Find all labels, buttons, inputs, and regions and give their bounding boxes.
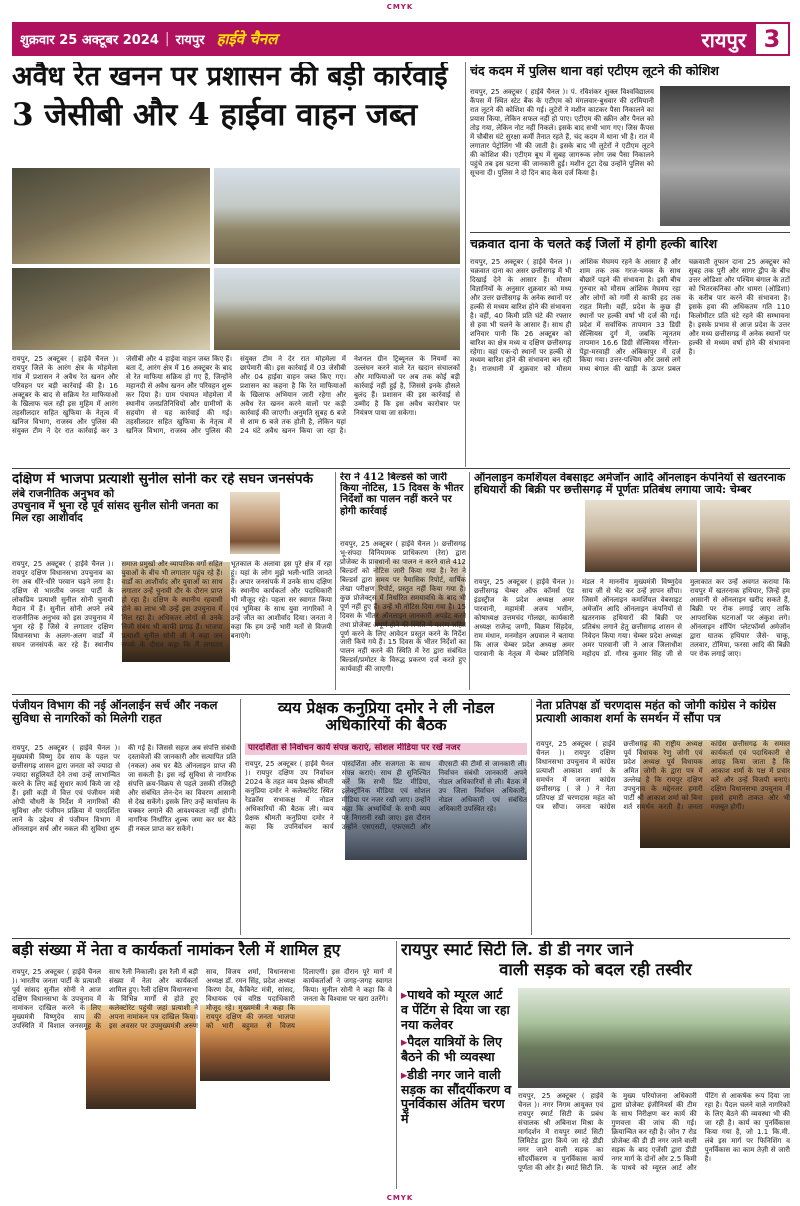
chamber-photo-meeting <box>585 500 697 572</box>
atm-headline: चंद कदम में पुलिस थाना वहां एटीएम लूटने की कोशिश <box>470 64 719 78</box>
brand-logo: हाईवे चैनल <box>216 30 278 48</box>
lead-body: रायपुर, 25 अक्टूबर ( हाईवे चैनल )। रायपुर जिले के आरंग क्षेत्र के मोहमेला गांव में प्रशासन ने अवैध रेत खनन और परिवहन पर बड़ी कार्रवाई की है। 16 अक्टूबर के बाद से सक्रिय रेत माफियाओं के खिलाफ चल रही इस मुहिम में आरंग तहसीलदार सहित खुफिया के नेतृत्व में खनिज विभाग, राजस्व और पुलिस की संयुक्त टीम ने देर रात कार्रवाई कर 3 जेसीबी और 4 हाईवा वाहन जब्त किए हैं। बता दें, आरंग क्षेत्र में 16 अक्टूबर के बाद से रेत माफिया सक्रिय हो गए हैं, जिन्होंने महानदी से अवैध खनन और परिवहन शुरू कर दिया है। ग्राम पंचायत मोहमेला में स्थानीय जनप्रतिनिधियों और ग्रामीणों के सहयोग से यह कार्रवाई की गई। तहसीलदार सहित खुफिया के नेतृत्व में खनिज विभाग, राजस्व और पुलिस की संयुक्त टीम ने देर रात मोहमेला में छापेमारी की। इस कार्रवाई में 03 जेसीबी और 04 हाईवा वाहन जब्त किए गए। प्रशासन का कहना है कि रेत माफियाओं के खिलाफ अभियान जारी रहेगा और अवैध रेत खनन करने वालों पर कड़ी कार्रवाई की जाएगी। अनुमति सुबह 6 बजे से शाम 6 बजे तक होती है, लेकिन यहां 24 घंटे अवैध खनन किया जा रहा है। नेशनल ग्रीन ट्रिब्यूनल के नियमों का उल्लंघन करने वाले रेत खदान संचालकों और माफियाओं पर अब तक कोई बड़ी कार्रवाई नहीं हुई है, जिससे इनके हौसले बुलंद हैं। प्रशासन की इस कार्रवाई से उम्मीद है कि इस अवैध कारोबार पर नियंत्रण पाया जा सकेगा। <box>12 355 460 435</box>
chamber-body: रायपुर, 25 अक्टूबर ( हाईवे चैनल )। छत्तीसगढ़ चेम्बर ऑफ कॉमर्स एंड इंडस्ट्रीज के प्रदेश अध्यक्ष अमर पारवानी, महामंत्री अजय भसीन, कोषाध्यक्ष उत्तमचंद गोलछा, कार्यकारी अध्यक्ष राजेन्द्र जग्गी, विक्रम सिंहदेव, राम मंधान, मनमोहन अग्रवाल ने बताया कि आज चेम्बर प्रदेश अध्यक्ष अमर पारवानी के नेतृत्व में चेम्बर प्रतिनिधि मंडल ने माननीय मुख्यमंत्री विष्णुदेव साय जी से भेंट कर उन्हें ज्ञापन सौंपा। जिसमें ऑनलाइन कमर्शियल वेबसाइट अमेजॉन आदि ऑनलाइन कंपनियों से खतरनाक हथियारों की बिक्री पर प्रतिबंध लगाने हेतु छत्तीसगढ़ शासन से निवेदन किया गया। चेम्बर प्रदेश अध्यक्ष अमर पारवानी जी ने आज जिलाधीश महोदय डॉ. गौरव कुमार सिंह जी से मुलाकात कर उन्हें अवगत कराया कि रायपुर में खतरनाक हथियार, जिन्हें हम आसानी से ऑनलाइन खरीद सकते हैं, बिक्री पर रोक लगाई जाए ताकि आपराधिक घटनाओं पर अंकुश लगे। ऑनलाइन शॉपिंग प्लेटफॉर्म्स अमेजॉन द्वारा घातक हथियार जैसे- चाकू, तलवार, टॉमिया, फरसा आदि की बिक्री पर रोक लगाई जाए। <box>474 578 790 658</box>
lead-headline-line2: 3 जेसीबी और 4 हाईवा वाहन जब्त <box>12 97 418 134</box>
chamber-story <box>474 472 790 497</box>
smart-city-body: रायपुर, 25 अक्टूबर ( हाईवे चैनल )। नगर निगम आयुक्त एवं रायपुर स्मार्ट सिटी के प्रबंध संचालक श्री अबिनाश मिश्रा के मार्गदर्शन में रायपुर स्मार्ट सिटी लिमिटेड द्वारा किये जा रहे डीडी नगर जाने वाली सड़क का सौंदर्यीकरण व पुनर्विकास कार्य पूर्णता की ओर है। स्मार्ट सिटी लि. के मुख्य परियोजना अधिकारी द्वारा प्रोजेक्ट इंजीनियर्स की टीम के साथ निरीक्षण कर कार्य की गुणवत्ता की जांच की गई। क्रियान्वित कर रही है। जोन 7 रोड प्रोजेक्ट की डी डी नगर जाने वाली सड़क के बाद एजेंसी द्वारा डीडी नगर मार्ग के दोनों ओर 2.5 किमी के पाथवे को म्यूरल आर्ट और पेंटिंग से आकर्षक रूप दिया जा रहा है। पैदल चलने वाले नागरिकों के लिए बैठने की व्यवस्था भी की जा रही है। कार्य का पुनर्विकास किया गया है, जो 1.1 कि.मी. लंबे इस मार्ग पर फिनिशिंग व पुनर्विकास का काम तेज़ी से जारी है। <box>518 1092 790 1172</box>
smart-city-bullets <box>401 988 513 1188</box>
column-divider <box>465 62 466 467</box>
section-title: रायपुर <box>701 27 746 52</box>
soni-story <box>12 472 332 524</box>
lead-photo-jcb <box>214 168 460 264</box>
lead-photo-officials <box>12 168 210 264</box>
mahant-story <box>536 699 790 725</box>
masthead-separator: | <box>164 31 170 47</box>
registry-headline: पंजीयन विभाग की नई ऑनलाईन सर्च और नकल सुविधा से नागरिकों को मिलेगी राहत <box>12 699 218 725</box>
rain-headline: चक्रवात दाना के चलते कई जिलों में होगी हल्की बारिश <box>470 237 718 251</box>
column-divider <box>240 699 241 935</box>
rain-story <box>470 237 790 251</box>
divider <box>470 232 790 233</box>
divider <box>12 694 790 695</box>
registry-story <box>12 699 236 725</box>
rera-story <box>340 472 466 517</box>
soni-portrait <box>230 492 280 554</box>
column-divider <box>531 699 532 935</box>
rera-headline: रेरा ने 412 बिल्डर्स को जारी किया नोटिस, 15 दिवस के भीतर निर्देशों का पालन नहीं करने पर होगी कार्रवाई <box>340 472 464 517</box>
rain-body: रायपुर, 25 अक्टूबर ( हाईवे चैनल )। चक्रवात दाना का असर छत्तीसगढ़ में भी दिखाई देने के आसार हैं। मौसम विज्ञानियों के अनुसार शुक्रवार को मध्य और उत्तर छत्तीसगढ़ के अनेक स्थानों पर हल्की से मध्यम बारिश होने की संभावना है। वहीं, 40 किमी प्रति घंटे की रफ्तार से हवा भी चलने के आसार हैं। साथ ही शनिवार पानी कि 26 अक्टूबर को बारिश का क्षेत्र मध्य व दक्षिण छत्तीसगढ़ रहेगा। वहां एक-दो स्थानों पर हल्की से मध्यम बारिश होने की संभावना बन रही है। राजधानी में शुक्रवार को मौसम आंशिक मेघमय रहने के आसार हैं और शाम तक तक गरज-चमक के साथ बौछारें पड़ने की संभावना है। इसी बीच गुरुवार को मौसम आंशिक मेघमय रहा और लोगों को गर्मी से काफी हद तक राहत मिली। वहीं, प्रदेश के कुछ ही स्थानों पर हल्की वर्षा भी दर्ज की गई। प्रदेश में सर्वाधिक तापमान 33 डिग्री सेल्सियस दुर्ग में, जबकि न्यूनतम तापमान 16.6 डिग्री सेल्सियस गौरेला-पेंड्रा-मरवाही और अंबिकापुर में दर्ज किया गया। उत्तर-पश्चिम और उससे लगे मध्य बंगाल की खाड़ी के ऊपर प्रबल चक्रवाती तूफान दाना 25 अक्टूबर को सुबह तक पुरी और सागर द्वीप के बीच उत्तर ओडिशा और पश्चिम बंगाल के तटों को भितरकनिका और धामरा (ओडिशा) के करीब पार करने की संभावना है। इसके हवा की अधिकतम गति 110 किलोमीटर प्रति घंटे रहने की सम्भावना है। इसके प्रभाव से आज प्रदेश के उत्तर और मध्य छत्तीसगढ़ में अनेक स्थानों पर हल्की से मध्यम वर्षा होने की संभावना है। <box>470 258 790 374</box>
lead-headline-line1: अवैध रेत खनन पर प्रशासन की बड़ी कार्रवाई <box>12 62 448 92</box>
smart-city-bullet-item: ▸ पाथवे को म्यूरल आर्ट व पेंटिंग से दिया जा रहा नया कलेवर <box>401 988 513 1032</box>
smart-city-bullet-item: ▸ डीडी नगर जाने वाली सड़क का सौंदर्यीकरण व पुनर्विकास अंतिम चरण में <box>401 1068 513 1127</box>
column-divider <box>396 941 397 1189</box>
issue-date: शुक्रवार 25 अक्टूबर 2024 <box>20 33 159 48</box>
mahant-body: रायपुर, 25 अक्टूबर ( हाईवे चैनल )। रायपुर दक्षिण विधानसभा उपचुनाव में कांग्रेस प्रत्याशी आकाश शर्मा के समर्थन में जनता कांग्रेस छत्तीसगढ़ ( जे ) ने नेता प्रतिपक्ष डॉ चरणदास महंत को पत्र सौंपा। जनता कांग्रेस छत्तीसगढ़ की राष्ट्रीय अध्यक्ष पूर्व विधायक रेणु जोगी एवं प्रदेश अध्यक्ष पूर्व विधायक अमित जोगी के द्वारा पत्र में उल्लेख है कि रायपुर दक्षिण उपचुनाव के मद्देनजर हमारी पार्टी श्री आकाश शर्मा को बिना शर्त समर्थन करती है। जनता कांग्रेस छत्तीसगढ़ के समस्त कार्यकर्ता एवं पदाधिकारी से आग्रह किया जाता है कि आकाश शर्मा के पक्ष में प्रचार करें और उन्हें विजयी बनाएं। दक्षिण विधानसभा उपचुनाव में इससे हमारी ताकत और भी मजबूत होगी। <box>536 740 790 811</box>
rally-headline: बड़ी संख्या में नेता व कार्यकर्ता नामांकन रैली में शामिल हुए <box>12 941 341 959</box>
rera-body: रायपुर, 25 अक्टूबर ( हाईवे चैनल )। छत्तीसगढ़ भू-संपदा विनियामक प्राधिकरण (रेरा) द्वारा प्रोजेक्ट के प्रावधानों का पालन न करने वाले 412 बिल्डरों को नोटिस जारी किया गया है। रेरा ने बिल्डर्स द्वारा समय पर त्रैमासिक रिपोर्ट, वार्षिक लेखा परीक्षण रिपोर्ट, प्रस्तुत नहीं किया गया है। कुछ प्रोजेक्ट्स में निर्धारित समयावधि के बाद भी पूर्ण नहीं हुए हैं। उन्हें भी नोटिस दिया गया है। 15 दिवस के भीतर ऑनलाइन जानकारी अपडेट करने तथा प्रोजेक्ट अपूर्ण होने की स्थिति में कारण सहित पूर्ण करने के लिए आवेदन प्रस्तुत करने के निर्देश जारी किये गये हैं। 15 दिवस के भीतर निर्देशों का पालन नहीं करने की स्थिति में रेरा द्वारा संबंधित बिल्डर्स/प्रमोटर के विरुद्ध प्रकरण दर्ज करते हुए कार्यवाही की जाएगी। <box>340 540 466 674</box>
print-mark-top: CMYK <box>386 3 414 11</box>
lead-photo-seized-vehicles <box>12 268 210 350</box>
observer-body: रायपुर, 25 अक्टूबर ( हाईवे चैनल )। रायपुर दक्षिण उप निर्वाचन 2024 के तहत व्यय प्रेक्षक श्रीमती कनुप्रिया दमोर ने कलेक्टोरेट स्थित रेडक्रॉस सभाकक्ष में नोडल अधिकारियों की बैठक ली। व्यय प्रेक्षक श्रीमती कनुप्रिया दमोर ने कहा कि उपनिर्वाचन कार्य पारदर्शिता और सजगता के साथ संपन्न कराएं। साथ ही सुनिश्चित करें कि सभी प्रिंट मीडिया, इलेक्ट्रॉनिक मीडिया एवं सोशल मीडिया पर नजर रखी जाए। उन्होंने कहा कि अभ्यर्थियों के सभी व्यय पर निगरानी रखी जाए। इस दौरान उन्होंने एसएसटी, एफएसटी और वीएसटी की टीमों से जानकारी ली। निर्वाचन संबंधी जानकारी अपने नोडल अधिकारियों से ली। बैठक में उप जिला निर्वाचन अधिकारी, नोडल अधिकारी एवं संबंधित अधिकारी उपस्थित रहे। <box>245 760 527 831</box>
edition-city: रायपुर <box>175 33 205 48</box>
rally-body: रायपुर, 25 अक्टूबर ( हाईवे चैनल )। भारतीय जनता पार्टी के प्रत्याशी पूर्व सांसद सुनील सोनी ने आज दक्षिण विधानसभा के उपचुनाव में नामांकन दाखिल करने के लिए मुख्यमंत्री विष्णुदेव साय की उपस्थिति में विशाल जनसमूह के साथ रैली निकाली। इस रैली में बड़ी संख्या में नेता और कार्यकर्ता शामिल हुए। रैली दक्षिण विधानसभा के विभिन्न मार्गों से होते हुए कलेक्टोरेट पहुंची जहां प्रत्याशी ने अपना नामांकन पत्र दाखिल किया। इस अवसर पर उपमुख्यमंत्री अरुण साव, विजय शर्मा, विधानसभा अध्यक्ष डॉ. रमन सिंह, प्रदेश अध्यक्ष किरण देव, कैबिनेट मंत्री, सांसद, विधायक एवं वरिष्ठ पदाधिकारी मौजूद रहे। मुख्यमंत्री ने कहा कि रायपुर दक्षिण की जनता भाजपा को भारी बहुमत से विजय दिलाएगी। इस दौरान पूरे मार्ग में कार्यकर्ताओं ने जगह-जगह स्वागत किया। सुनील सोनी ने कहा कि वे जनता के विश्वास पर खरा उतरेंगे। <box>12 968 392 1030</box>
observer-headline: व्यय प्रेक्षक कनुप्रिया दमोर ने ली नोडल अधिकारियों की बैठक <box>277 699 495 734</box>
smart-city-road-photo <box>518 988 790 1088</box>
smart-city-headline-line2: वाली सड़क को बदल रही तस्वीर <box>499 960 692 980</box>
mahant-headline: नेता प्रतिपक्ष डॉ चरणदास महंत को जोगी कांग्रेस ने कांग्रेस प्रत्याशी आकाश शर्मा के समर्थन में सौंपा पत्र <box>536 699 776 725</box>
smart-city-headline-line1: रायपुर स्मार्ट सिटी लि. डी डी नगर जाने <box>401 941 634 959</box>
divider <box>12 468 790 469</box>
masthead-band <box>12 22 790 56</box>
atm-body: रायपुर, 25 अक्टूबर ( हाईवे चैनल )। पं. रविशंकर शुक्ल विश्वविद्यालय कैंपस में स्थित स्टेट बैंक के एटीएम को मंगलवार-बुधवार की दरमियानी रात लूटने की कोशिश की गई। लुटेरों ने मशीन काटकर पैसा निकालने का प्रयास किया, लेकिन सफल नहीं हो पाए। एटीएम की स्क्रीन और पैनल को तोड़ गया, लेकिन नोट नहीं निकले। इसके बाद सभी भाग गए। जिस कैंपस में चौबीस घंटे सुरक्षा कर्मी तैनात रहते हैं, चंद कदम में थाना भी है। रात में लगातार पेट्रोलिंग भी की जाती है। इसके बाद भी लुटेरों ने एटीएम लूटने की कोशिश की। एटीएम बूथ में सुबह जागरूक लोग जब पैसा निकालने पहुंचे तब इस घटना की जानकारी हुई। मशीन टूटा देख उन्होंने पुलिस को सूचना दी। पुलिस ने दो दिन बाद केस दर्ज किया है। <box>470 88 654 177</box>
lead-photo-sand-site <box>214 268 460 350</box>
rally-story <box>12 941 392 958</box>
chamber-headline: ऑनलाइन कमर्शियल वेबसाइट अमेजॉन आदि ऑनलाइन कंपनियों से खतरनाक हथियारों की बिक्री पर छत्तीसगढ़ में पूर्णतः प्रतिबंध लगाया जाये: चेम्बर <box>474 472 786 497</box>
observer-story <box>245 699 527 734</box>
soni-kicker: लंबे राजनीतिक अनुभव को <box>12 488 115 501</box>
divider <box>12 938 790 939</box>
atm-story <box>470 64 790 78</box>
soni-headline: दक्षिण में भाजपा प्रत्याशी सुनील सोनी कर रहे सघन जनसंपर्क <box>12 472 313 487</box>
registry-body: रायपुर, 25 अक्टूबर ( हाईवे चैनल )। मुख्यमंत्री विष्णु देव साय के पहल पर छत्तीसगढ़ शासन द्वारा जनता को ज्यादा से ज्यादा सहूलियतें देने तथा उन्हें लाभान्वित करने के लिए कई सुधार कार्य किये जा रहे हैं। इसी कड़ी में वित्त एवं पंजीयन मंत्री ओपी चौधरी के निर्देश में नागरिकों की सुविधा और पंजीयन प्रक्रिया में पारदर्शिता लाने के उद्देश्य से पंजीयन विभाग में ऑनलाइन सर्च और नकल की सुविधा शुरू की गई है। जिससे सहज अब संपत्ति संबंधी दस्तावेजों की जानकारी और सत्यापित प्रति (नकल) अब घर बैठे ऑनलाइन प्राप्त की जा सकती है। इस नई सुविधा से नागरिक संपत्ति क्रय-विक्रय से पहले उसकी रजिस्ट्री और संबंधित लेन-देन का विवरण आसानी से देख सकेंगे। इसके लिए उन्हें कार्यालय के चक्कर लगाने की आवश्यकता नहीं होगी। नागरिक निर्धारित शुल्क जमा कर घर बैठे ही नकल प्राप्त कर सकेंगे। <box>12 744 236 833</box>
soni-body: रायपुर, 25 अक्टूबर ( हाईवे चैनल )। रायपुर दक्षिण विधानसभा उपचुनाव का रंग अब धीरे-धीरे परवान चढ़ने लगा है। दक्षिण से भारतीय जनता पार्टी के लोकप्रिय प्रत्याशी सुनील सोनी चुनावी मैदान में हैं। सुनील सोनी अपने लंबे राजनीतिक अनुभव को इस उपचुनाव में भुना रहे हैं जिसे वे लगातार दक्षिण विधानसभा के अलग-अलग वार्डों में सघन जनसंपर्क कर रहे हैं। स्थानीय समाज प्रमुखों और व्यापारिक वर्गों सहित युवाओं के बीच भी लगातार पहुंच रहे हैं। वार्डों का आशीर्वाद और युवाओं का साथ लगातार उन्हें चुनावी दौर के दौरान प्राप्त हो रहा है। दक्षिण के स्थानीय रहवासी होने का लाभ भी उन्हें इस उपचुनाव में मिल रहा है। अधिकतर लोगों से उनके निजी संबंध भी काफी प्रगाढ़ हैं। भाजपा प्रत्याशी सुनील सोनी जी ने कहा जन संपर्क के दौरान कहा कि मैं लगातार भूतकाल के अलावा इस पूरे क्षेत्र में रहा हूं। यहां के लोग मुझे भली-भांति जानते हैं। अपार जनसंपर्क में उनके साथ दक्षिण के स्थानीय कार्यकर्ता और पदाधिकारी भी मौजूद रहे। पहला सर स्वागत किया एवं भूमिका के साथ युवा नागरिकों ने उन्हें जीत का आशीर्वाद दिया। जनता ने कहा कि हम उन्हें भारी मतों से विजयी बनाएंगे। <box>12 560 332 649</box>
soni-subhead: उपचुनाव में भुना रहे पूर्व सांसद सुनील सोनी जनता का मिल रहा आशीर्वाद <box>12 499 219 524</box>
atm-photo <box>660 86 790 226</box>
column-divider <box>335 472 336 690</box>
smart-city-bullet-item: ▸ पैदल यात्रियों के लिए बैठने की भी व्यवस्था <box>401 1035 513 1065</box>
column-divider <box>469 472 470 690</box>
chamber-photo-memorandum <box>700 500 790 572</box>
print-mark-bottom: CMYK <box>386 1194 414 1202</box>
smart-city-story <box>401 941 790 980</box>
observer-strap <box>245 743 527 755</box>
page-number: 3 <box>754 22 790 56</box>
observer-strap-text: पारदर्शिता से निर्वाचन कार्य संपन्न कराएं, सोशल मीडिया पर रखें नजर <box>248 743 461 753</box>
